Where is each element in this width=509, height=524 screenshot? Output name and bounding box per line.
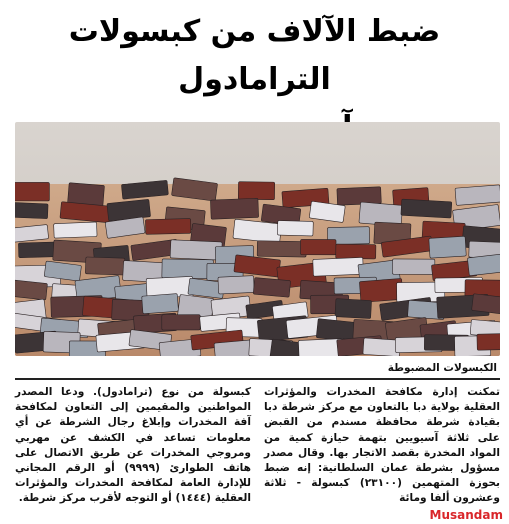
blister-pack: [300, 239, 336, 254]
blister-pack: [162, 259, 214, 279]
blister-pack: [337, 187, 381, 205]
blister-pack: [218, 276, 254, 294]
blister-pack: [429, 236, 466, 258]
blister-pack: [363, 338, 401, 356]
blister-pack: [392, 259, 434, 275]
article-column-right: [264, 385, 500, 507]
article-body-left: كبسولة من نوع (ترامادول). ودعا المصدر المواطنين والمقيمين إلى التعاون لمكافحة آفة المخدرات وإبلاغ رجال الشرطة عن أي معلومات تساعد في الكشف عن مهربي ومروجي المخدرات عن طريق الاتصال على هاتف الطوارئ (٩٩٩٩) أو الرقم المجاني للإدارة العامة لمكافحة المخدرات والمؤثرات العقلية (١٤٤٤) أو التوجه لأقرب مركز شرطة.: [15, 386, 251, 505]
blister-pack: [210, 198, 258, 219]
blister-pack: [15, 202, 48, 218]
blister-pack: [85, 257, 125, 275]
blister-pack: [455, 185, 500, 206]
blister-pack: [477, 333, 500, 350]
blister-pack: [162, 315, 200, 330]
article-body-right: تمكنت إدارة مكافحة المخدرات والمؤثرات العقلية بولاية دبا بالتعاون مع مركز شرطة دبا بقيادة شرطة محافظة مسندم من القبض على ثلاثة آسيويين بتهمة حيازة كمية من المواد المخدرة بقصد الاتجار بها. وقال مصدر مسؤول بشرطة عمان السلطانية: إنه ضبط بحوزة المتهمين (٢٣١٠٠) كبسولة - ثلاثة وعشرون ألفا ومائة: [264, 386, 500, 505]
blister-pack: [336, 244, 376, 259]
photo-caption: الكبسولات المضبوطة: [387, 362, 497, 374]
headline-line-1: ضبط الآلاف من كبسولات الترامادول: [68, 14, 441, 97]
blister-pack: [142, 294, 179, 314]
blister-pack: [15, 280, 47, 300]
blister-pack: [145, 219, 191, 235]
blister-pack: [313, 257, 364, 276]
seized-capsules-photo: [15, 122, 500, 356]
source-watermark: Musandam: [429, 508, 503, 522]
blister-pack: [467, 254, 500, 276]
blister-pack: [465, 280, 500, 297]
blister-pack: [335, 299, 372, 319]
blister-pack: [238, 182, 274, 200]
blister-pack: [15, 182, 49, 201]
blister-pack: [170, 240, 222, 260]
blister-pack: [54, 222, 97, 238]
article-column-left: [15, 385, 251, 507]
blister-pack: [277, 221, 313, 236]
blister-pack: [401, 199, 452, 218]
blister-pack: [257, 241, 306, 257]
caption-divider: [15, 378, 500, 380]
blister-pack: [253, 278, 290, 298]
